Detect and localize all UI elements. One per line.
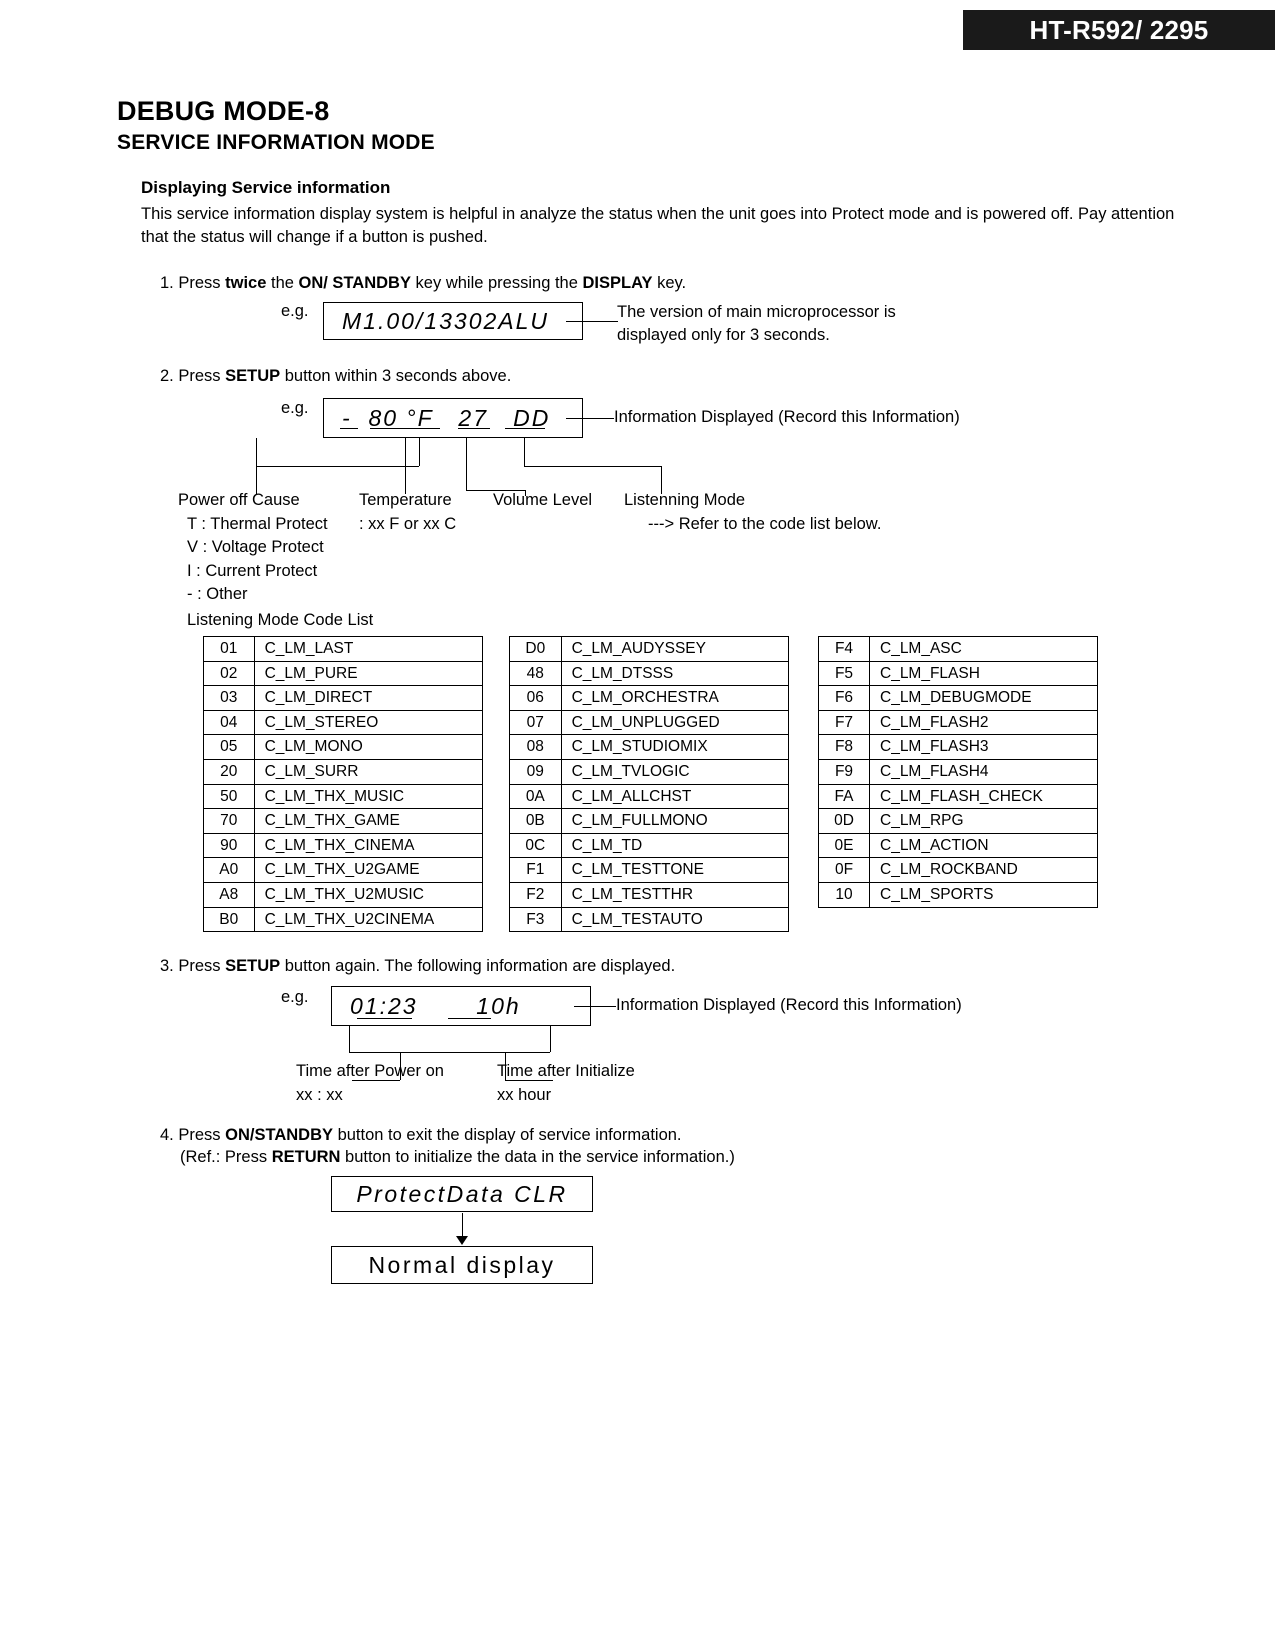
step-4-line-2: (Ref.: Press RETURN button to initialize the data in the service information.) — [180, 1148, 735, 1166]
code-cell: 50 — [204, 784, 255, 809]
code-cell: 48 — [510, 661, 562, 686]
normal-display-text: Normal display — [368, 1251, 556, 1278]
tick-time-after-power-on — [357, 1018, 412, 1019]
mode-name-cell: C_LM_FLASH4 — [870, 759, 1098, 784]
table-row — [819, 735, 1098, 760]
mode-name-cell: C_LM_RPG — [870, 809, 1098, 834]
code-cell: F3 — [510, 907, 562, 932]
legend-time-power-on-detail: xx : xx — [296, 1085, 343, 1104]
table-row — [819, 809, 1098, 834]
table-row — [510, 809, 789, 834]
mode-name-cell: C_LM_FLASH3 — [870, 735, 1098, 760]
code-cell: 03 — [204, 686, 255, 711]
mode-name-cell: C_LM_AUDYSSEY — [561, 637, 788, 662]
code-cell: 0E — [819, 833, 870, 858]
table-row — [204, 686, 483, 711]
mode-name-cell: C_LM_ORCHESTRA — [561, 686, 788, 711]
code-table-3-body — [819, 637, 1098, 908]
table-row — [510, 833, 789, 858]
code-cell: B0 — [204, 907, 255, 932]
mode-name-cell: C_LM_FULLMONO — [561, 809, 788, 834]
mode-name-cell: C_LM_LAST — [254, 637, 482, 662]
code-cell: 05 — [204, 735, 255, 760]
step-1-leader-line — [566, 321, 618, 322]
code-cell: FA — [819, 784, 870, 809]
step-1-callout-line1: The version of main microprocessor is — [617, 303, 896, 321]
leader-power-on-vert-2 — [550, 1026, 551, 1052]
code-cell: F4 — [819, 637, 870, 662]
table-row — [819, 661, 1098, 686]
step-4-number: 4. — [160, 1126, 174, 1144]
legend-listening-title: Listenning Mode — [624, 491, 746, 509]
code-cell: 0A — [510, 784, 562, 809]
legend-volume-level — [493, 489, 592, 513]
step-1-text — [160, 272, 686, 295]
mode-name-cell: C_LM_DIRECT — [254, 686, 482, 711]
table-row — [204, 735, 483, 760]
table-row — [204, 661, 483, 686]
table-row — [510, 882, 789, 907]
legend-power-off-cause — [178, 489, 328, 607]
legend-listening-detail: ---> Refer to the code list below. — [648, 514, 882, 533]
code-cell: F1 — [510, 858, 562, 883]
page-subtitle: SERVICE INFORMATION MODE — [117, 131, 435, 154]
code-cell: F8 — [819, 735, 870, 760]
mode-name-cell: C_LM_STUDIOMIX — [561, 735, 788, 760]
tick-power-off-cause — [340, 428, 358, 429]
leader-temperature-drop — [405, 438, 406, 494]
step-2-text — [160, 365, 511, 388]
mode-name-cell: C_LM_TESTAUTO — [561, 907, 788, 932]
code-cell: F6 — [819, 686, 870, 711]
step-1-callout-line2: displayed only for 3 seconds. — [617, 326, 830, 344]
step-4-line-1: Press ON/STANDBY button to exit the display of service information. — [178, 1126, 682, 1144]
mode-name-cell: C_LM_TD — [561, 833, 788, 858]
code-table-1-body — [204, 637, 483, 932]
section-heading: Displaying Service information — [141, 178, 391, 197]
legend-volume-title: Volume Level — [493, 491, 593, 509]
step-2-body: Press SETUP button within 3 seconds above. — [178, 367, 512, 385]
legend-time-initialize — [497, 1060, 635, 1107]
code-cell: 20 — [204, 759, 255, 784]
tick-time-after-initialize — [448, 1018, 491, 1019]
table-row — [510, 710, 789, 735]
code-cell: 02 — [204, 661, 255, 686]
table-row — [819, 833, 1098, 858]
legend-temperature-detail: : xx F or xx C — [359, 514, 457, 533]
code-table-column-1 — [203, 636, 483, 932]
table-row — [510, 784, 789, 809]
code-cell: F7 — [819, 710, 870, 735]
code-cell: 10 — [819, 882, 870, 907]
table-row — [819, 858, 1098, 883]
table-row — [204, 858, 483, 883]
mode-name-cell: C_LM_STEREO — [254, 710, 482, 735]
step-3-number: 3. — [160, 957, 174, 975]
code-table-column-3 — [818, 636, 1098, 908]
legend-listening-mode — [624, 489, 881, 536]
code-cell: 70 — [204, 809, 255, 834]
mode-name-cell: C_LM_ASC — [870, 637, 1098, 662]
table-row — [510, 661, 789, 686]
tick-volume-level — [458, 428, 490, 429]
mode-name-cell: C_LM_TESTTONE — [561, 858, 788, 883]
table-row — [204, 907, 483, 932]
table-row — [204, 710, 483, 735]
intro-paragraph: This service information display system is helpful in analyze the status when the unit goes into Protect mode and is powered off. Pay attention that the status will change if a button is pushed. — [141, 205, 1175, 246]
mode-name-cell: C_LM_THX_GAME — [254, 809, 482, 834]
step-2-leader-line — [566, 418, 614, 419]
step-1-callout — [617, 301, 896, 347]
model-badge-text: HT-R592/ 2295 — [1029, 14, 1209, 45]
table-row — [819, 710, 1098, 735]
code-cell: A0 — [204, 858, 255, 883]
table-row — [510, 907, 789, 932]
table-row — [204, 784, 483, 809]
mode-name-cell: C_LM_SPORTS — [870, 882, 1098, 907]
mode-name-cell: C_LM_TVLOGIC — [561, 759, 788, 784]
leader-power-off-vert-1 — [256, 438, 257, 466]
legend-temperature-title: Temperature — [359, 491, 452, 509]
table-row — [510, 735, 789, 760]
step-3-eg-label: e.g. — [281, 988, 309, 1006]
code-cell: 08 — [510, 735, 562, 760]
table-row — [204, 833, 483, 858]
table-row — [819, 686, 1098, 711]
step-2-callout: Information Displayed (Record this Information) — [614, 408, 960, 426]
mode-name-cell: C_LM_FLASH — [870, 661, 1098, 686]
step-1-display-text: M1.00/13302ALU — [342, 307, 550, 334]
mode-name-cell: C_LM_ACTION — [870, 833, 1098, 858]
code-cell: 01 — [204, 637, 255, 662]
step-1-eg-label: e.g. — [281, 302, 309, 320]
legend-power-off-item-2: I : Current Protect — [187, 561, 318, 580]
legend-power-off-item-3: - : Other — [187, 585, 248, 603]
step-4-text — [160, 1124, 682, 1147]
tick-listening-mode — [505, 428, 545, 429]
mode-name-cell: C_LM_UNPLUGGED — [561, 710, 788, 735]
step-1-body: Press twice the ON/ STANDBY key while pressing the DISPLAY key. — [178, 274, 687, 292]
step-3-display-text: 01:23 10h — [350, 992, 521, 1019]
mode-name-cell: C_LM_FLASH_CHECK — [870, 784, 1098, 809]
code-cell: 0D — [819, 809, 870, 834]
code-cell: 06 — [510, 686, 562, 711]
table-row — [819, 759, 1098, 784]
code-cell: A8 — [204, 882, 255, 907]
code-cell: 04 — [204, 710, 255, 735]
leader-power-off-horiz — [256, 466, 419, 467]
mode-name-cell: C_LM_THX_CINEMA — [254, 833, 482, 858]
table-row — [510, 637, 789, 662]
code-cell: F2 — [510, 882, 562, 907]
leader-power-on-vert-1 — [349, 1026, 350, 1052]
step-3-callout: Information Displayed (Record this Information) — [616, 996, 962, 1014]
code-cell: 07 — [510, 710, 562, 735]
table-row — [204, 809, 483, 834]
mode-name-cell: C_LM_THX_U2MUSIC — [254, 882, 482, 907]
step-2-number: 2. — [160, 367, 174, 385]
code-cell: F9 — [819, 759, 870, 784]
legend-time-initialize-title: Time after Initialize — [497, 1062, 635, 1080]
mode-name-cell: C_LM_THX_U2GAME — [254, 858, 482, 883]
code-cell: 0B — [510, 809, 562, 834]
step-2-display-box — [323, 398, 583, 438]
legend-time-power-on — [296, 1060, 444, 1107]
mode-name-cell: C_LM_FLASH2 — [870, 710, 1098, 735]
mode-name-cell: C_LM_ROCKBAND — [870, 858, 1098, 883]
leader-listening-horiz — [524, 466, 661, 467]
step-2-display-text: - 80 °F 27 DD — [342, 404, 551, 431]
legend-power-off-item-1: V : Voltage Protect — [187, 538, 324, 556]
mode-name-cell: C_LM_SURR — [254, 759, 482, 784]
legend-time-power-on-title: Time after Power on — [296, 1062, 444, 1080]
mode-name-cell: C_LM_THX_MUSIC — [254, 784, 482, 809]
step-1-number: 1. — [160, 274, 174, 292]
step-3-leader-line — [574, 1006, 616, 1007]
mode-name-cell: C_LM_TESTTHR — [561, 882, 788, 907]
step-3-text — [160, 955, 675, 978]
mode-name-cell: C_LM_MONO — [254, 735, 482, 760]
leader-listening-vert-1 — [524, 438, 525, 466]
legend-power-off-title: Power off Cause — [178, 491, 300, 509]
leader-volume-vert-1 — [466, 438, 467, 490]
table-row — [510, 858, 789, 883]
tick-temperature — [370, 428, 440, 429]
code-table-2-body — [510, 637, 789, 932]
protect-data-clr-text: ProtectData CLR — [356, 1180, 568, 1207]
legend-power-off-item-0: T : Thermal Protect — [187, 514, 328, 533]
code-table-column-2 — [509, 636, 789, 932]
normal-display-box — [331, 1246, 593, 1284]
mode-name-cell: C_LM_DTSSS — [561, 661, 788, 686]
code-cell: 09 — [510, 759, 562, 784]
mode-name-cell: C_LM_DEBUGMODE — [870, 686, 1098, 711]
table-row — [819, 637, 1098, 662]
flow-arrow-head — [456, 1236, 468, 1245]
table-row — [204, 637, 483, 662]
code-cell: D0 — [510, 637, 562, 662]
step-3-display-box — [331, 986, 591, 1026]
legend-time-initialize-detail: xx hour — [497, 1085, 552, 1104]
leader-power-off-vert-2 — [419, 438, 420, 466]
table-row — [510, 759, 789, 784]
step-1-display-box — [323, 302, 583, 340]
protect-data-clr-box — [331, 1176, 593, 1212]
step-3-body: Press SETUP button again. The following information are displayed. — [178, 957, 676, 975]
table-row — [204, 882, 483, 907]
page-title: DEBUG MODE-8 — [117, 96, 330, 126]
code-cell: 90 — [204, 833, 255, 858]
legend-temperature — [359, 489, 456, 536]
code-list-label: Listening Mode Code List — [187, 611, 374, 629]
code-cell: F5 — [819, 661, 870, 686]
mode-name-cell: C_LM_ALLCHST — [561, 784, 788, 809]
code-cell: 0F — [819, 858, 870, 883]
table-row — [819, 784, 1098, 809]
step-2-eg-label: e.g. — [281, 399, 309, 417]
mode-name-cell: C_LM_THX_U2CINEMA — [254, 907, 482, 932]
code-cell: 0C — [510, 833, 562, 858]
leader-power-on-horiz — [349, 1052, 550, 1053]
table-row — [204, 759, 483, 784]
model-badge — [963, 10, 1275, 50]
table-row — [510, 686, 789, 711]
mode-name-cell: C_LM_PURE — [254, 661, 482, 686]
table-row — [819, 882, 1098, 907]
